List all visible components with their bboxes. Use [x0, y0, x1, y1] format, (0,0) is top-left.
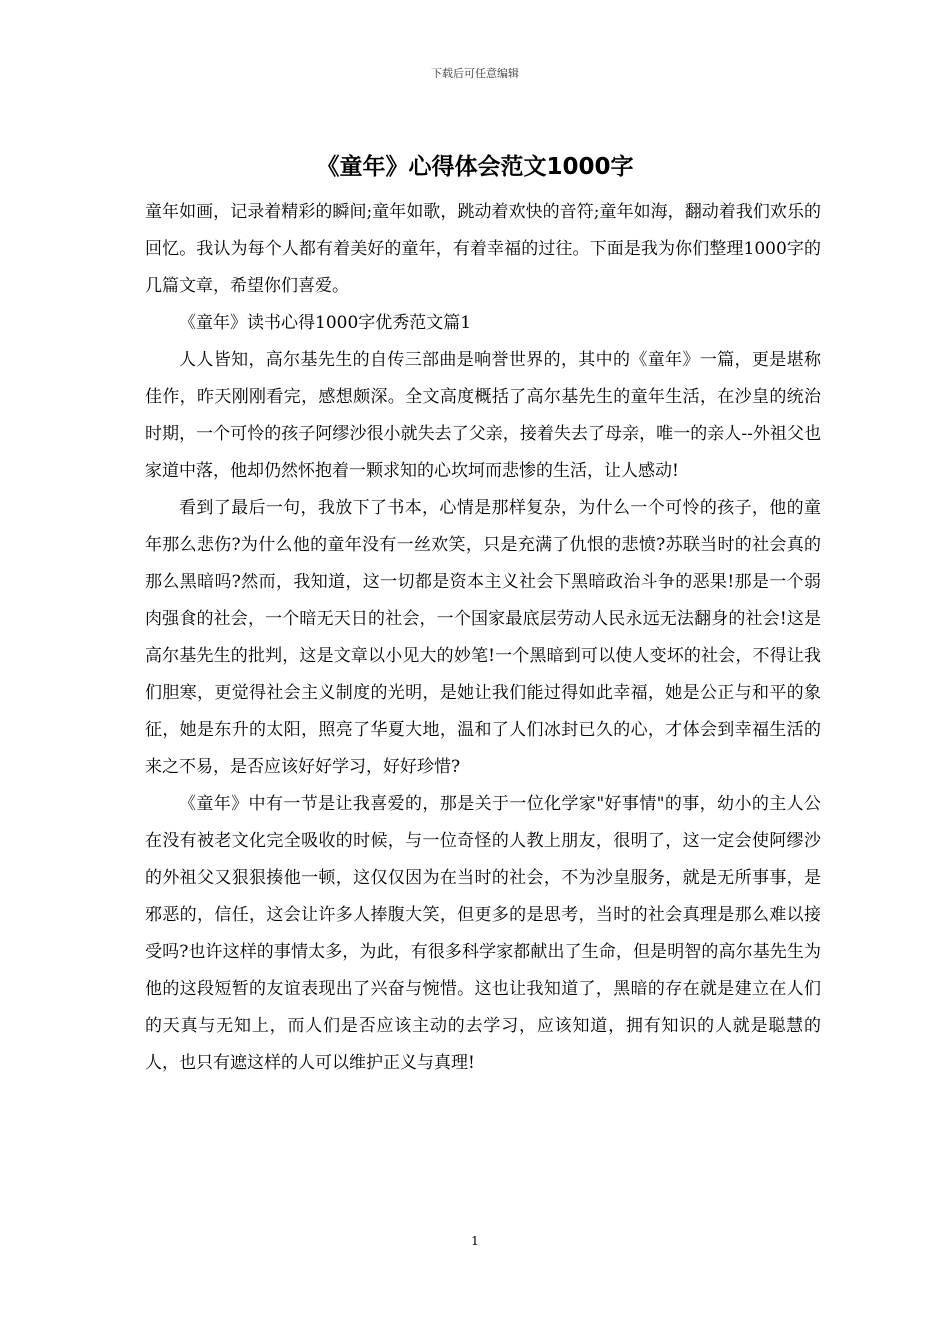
document-body	[145, 194, 821, 1082]
intro-paragraph: 童年如画，记录着精彩的瞬间;童年如歌，跳动着欢快的音符;童年如海，翻动着我们欢乐的回忆。我认为每个人都有着美好的童年，有着幸福的过往。下面是我为你们整理1000字的几篇文章，希望你们喜爱。	[145, 202, 821, 296]
body-paragraph: 《童年》中有一节是让我喜爱的，那是关于一位化学家"好事情"的事，幼小的主人公在没有被老文化完全吸收的时候，与一位奇怪的人教上朋友，很明了，这一定会使阿缪沙的外祖父又狠狠揍他一顿，这仅仅因为在当时的社会，不为沙皇服务，就是无所事事，是邪恶的，信任，这会让许多人捧腹大笑，但更多的是思考，当时的社会真理是那么难以接受吗?也许这样的事情太多，为此，有很多科学家都献出了生命，但是明智的高尔基先生为他的这段短暂的友谊表现出了兴奋与惋惜。这也让我知道了，黑暗的存在就是建立在人们的天真与无知上，而人们是否应该主动的去学习，应该知道，拥有知识的人就是聪慧的人，也只有遮这样的人可以维护正义与真理!	[145, 794, 821, 1073]
page-number: 1	[471, 1234, 479, 1248]
page-header: 下载后可任意编辑	[431, 67, 519, 80]
document-title: 《童年》心得体会范文1000字	[316, 154, 634, 180]
body-paragraph: 看到了最后一句，我放下了书本，心情是那样复杂，为什么一个可怜的孩子，他的童年那么悲伤?为什么他的童年没有一丝欢笑，只是充满了仇恨的悲愤?苏联当时的社会真的那么黑暗吗?然而，我知道，这一切都是资本主义社会下黑暗政治斗争的恶果!那是一个弱肉强食的社会，一个暗无天日的社会，一个国家最底层劳动人民永远无法翻身的社会!这是高尔基先生的批判，这是文章以小见大的妙笔!一个黑暗到可以使人变坏的社会，不得让我们胆寒，更觉得社会主义制度的光明，是她让我们能过得如此幸福，她是公正与和平的象征，她是东升的太阳，照亮了华夏大地，温和了人们冰封已久的心，才体会到幸福生活的来之不易，是否应该好好学习，好好珍惜?	[145, 498, 821, 777]
section-heading: 《童年》读书心得1000字优秀范文篇1	[179, 313, 472, 333]
body-paragraph: 人人皆知，高尔基先生的自传三部曲是响誉世界的，其中的《童年》一篇，更是堪称佳作，昨天刚刚看完，感想颇深。全文高度概括了高尔基先生的童年生活，在沙皇的统治时期，一个可怜的孩子阿缪沙很小就失去了父亲，接着失去了母亲，唯一的亲人--外祖父也家道中落，他却仍然怀抱着一颗求知的心坎坷而悲惨的生活，让人感动!	[145, 350, 821, 481]
